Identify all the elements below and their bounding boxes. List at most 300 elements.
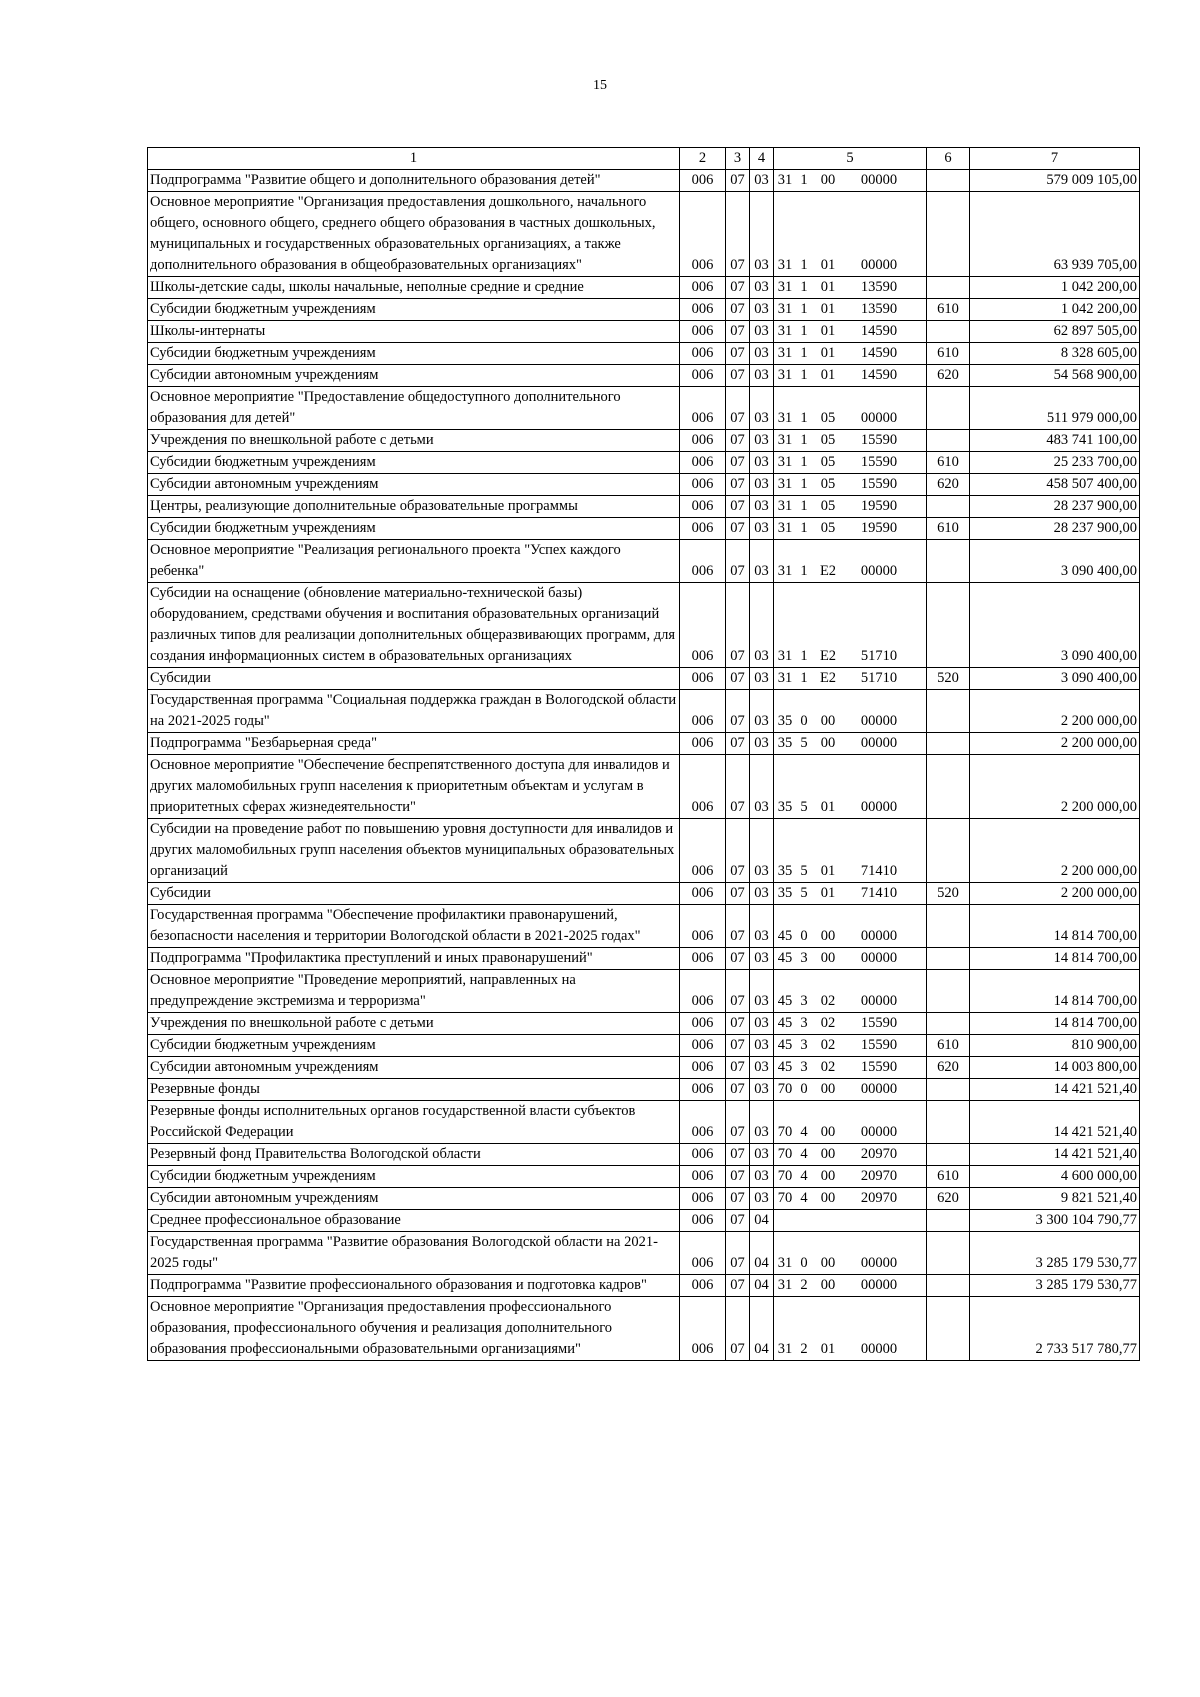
direction-code: 15590	[860, 1015, 898, 1031]
table-row	[148, 474, 1140, 496]
amount: 14 814 700,00	[970, 970, 1140, 1013]
section-code: 07	[726, 452, 750, 474]
expense-type-code	[927, 733, 970, 755]
program-code: 31	[777, 345, 793, 361]
ministry-code: 006	[680, 1079, 726, 1101]
section-code: 07	[726, 430, 750, 452]
row-description: Подпрограмма "Профилактика преступлений и иных правонарушений"	[148, 948, 680, 970]
direction-code: 71410	[860, 863, 898, 879]
direction-code: 15590	[860, 1037, 898, 1053]
event-code: 01	[820, 863, 836, 879]
subsection-code: 03	[750, 819, 774, 883]
event-code: 00	[820, 1277, 836, 1293]
section-code: 07	[726, 1275, 750, 1297]
subprogram-code: 1	[800, 432, 808, 448]
subprogram-code: 2	[800, 1277, 808, 1293]
target-article-code	[774, 1232, 927, 1275]
event-code: 05	[820, 476, 836, 492]
expense-type-code: 610	[927, 452, 970, 474]
subprogram-code: 2	[800, 1341, 808, 1357]
program-code: 31	[777, 1255, 793, 1271]
event-code: 00	[820, 735, 836, 751]
expense-type-code	[927, 1144, 970, 1166]
row-description: Основное мероприятие "Проведение мероприятий, направленных на предупреждение экстремизма и терроризма"	[148, 970, 680, 1013]
direction-code: 00000	[860, 928, 898, 944]
subprogram-code: 1	[800, 476, 808, 492]
amount: 2 200 000,00	[970, 819, 1140, 883]
expense-type-code	[927, 496, 970, 518]
subprogram-code: 3	[800, 1037, 808, 1053]
expense-type-code	[927, 819, 970, 883]
target-article-code	[774, 518, 927, 540]
expense-type-code	[927, 970, 970, 1013]
direction-code: 71410	[860, 885, 898, 901]
section-code: 07	[726, 733, 750, 755]
target-article-code	[774, 321, 927, 343]
program-code: 45	[777, 1015, 793, 1031]
amount: 458 507 400,00	[970, 474, 1140, 496]
expense-type-code	[927, 430, 970, 452]
program-code: 70	[777, 1124, 793, 1140]
section-code: 07	[726, 1297, 750, 1361]
event-code: 01	[820, 885, 836, 901]
subsection-code: 03	[750, 583, 774, 668]
subprogram-code: 3	[800, 993, 808, 1009]
program-code: 31	[777, 323, 793, 339]
table-row	[148, 170, 1140, 192]
expense-type-code	[927, 1210, 970, 1232]
event-code: 05	[820, 520, 836, 536]
row-description: Субсидии на оснащение (обновление материально-технической базы) оборудованием, средствами обучения и воспитания образовательных организаций различных типов для реализации дополнительных общеразвивающих программ, для создания информационных систем в образовательных организациях	[148, 583, 680, 668]
program-code: 45	[777, 950, 793, 966]
program-code: 70	[777, 1081, 793, 1097]
subprogram-code: 1	[800, 563, 808, 579]
expense-type-code: 610	[927, 299, 970, 321]
row-description: Субсидии бюджетным учреждениям	[148, 343, 680, 365]
table-row	[148, 1275, 1140, 1297]
table-row	[148, 1166, 1140, 1188]
ministry-code: 006	[680, 1166, 726, 1188]
table-row	[148, 1210, 1140, 1232]
target-article-code	[774, 1188, 927, 1210]
section-code: 07	[726, 518, 750, 540]
ministry-code: 006	[680, 474, 726, 496]
table-row	[148, 883, 1140, 905]
ministry-code: 006	[680, 690, 726, 733]
ministry-code: 006	[680, 277, 726, 299]
ministry-code: 006	[680, 583, 726, 668]
amount: 14 421 521,40	[970, 1101, 1140, 1144]
direction-code: 15590	[860, 476, 898, 492]
column-header: 3	[726, 148, 750, 170]
amount: 14 814 700,00	[970, 948, 1140, 970]
section-code: 07	[726, 755, 750, 819]
target-article-code	[774, 1166, 927, 1188]
target-article-code	[774, 1275, 927, 1297]
target-article-code	[774, 1079, 927, 1101]
target-article-code	[774, 755, 927, 819]
ministry-code: 006	[680, 1013, 726, 1035]
direction-code: 00000	[860, 950, 898, 966]
amount: 511 979 000,00	[970, 387, 1140, 430]
event-code: E2	[819, 648, 837, 664]
table-row	[148, 1057, 1140, 1079]
table-row	[148, 365, 1140, 387]
expense-type-code: 610	[927, 343, 970, 365]
program-code: 35	[777, 863, 793, 879]
ministry-code: 006	[680, 387, 726, 430]
amount: 3 090 400,00	[970, 540, 1140, 583]
event-code: E2	[819, 670, 837, 686]
event-code: 02	[820, 993, 836, 1009]
amount: 2 733 517 780,77	[970, 1297, 1140, 1361]
section-code: 07	[726, 819, 750, 883]
subprogram-code: 1	[800, 323, 808, 339]
ministry-code: 006	[680, 905, 726, 948]
subprogram-code: 5	[800, 885, 808, 901]
direction-code: 19590	[860, 520, 898, 536]
row-description: Основное мероприятие "Предоставление общедоступного дополнительного образования для детей"	[148, 387, 680, 430]
subprogram-code: 1	[800, 279, 808, 295]
target-article-code	[774, 387, 927, 430]
subprogram-code: 4	[800, 1124, 808, 1140]
subprogram-code: 1	[800, 410, 808, 426]
direction-code: 19590	[860, 498, 898, 514]
amount: 54 568 900,00	[970, 365, 1140, 387]
section-code: 07	[726, 1057, 750, 1079]
row-description: Центры, реализующие дополнительные образовательные программы	[148, 496, 680, 518]
target-article-code	[774, 819, 927, 883]
subsection-code: 03	[750, 518, 774, 540]
row-description: Среднее профессиональное образование	[148, 1210, 680, 1232]
direction-code: 00000	[860, 993, 898, 1009]
table-row	[148, 277, 1140, 299]
amount: 28 237 900,00	[970, 518, 1140, 540]
section-code: 07	[726, 1232, 750, 1275]
program-code: 31	[777, 670, 793, 686]
event-code: 00	[820, 1190, 836, 1206]
subsection-code: 04	[750, 1232, 774, 1275]
section-code: 07	[726, 299, 750, 321]
amount: 1 042 200,00	[970, 299, 1140, 321]
subsection-code: 03	[750, 277, 774, 299]
row-description: Школы-детские сады, школы начальные, неполные средние и средние	[148, 277, 680, 299]
expense-type-code	[927, 1101, 970, 1144]
table-row	[148, 192, 1140, 277]
subprogram-code: 3	[800, 1059, 808, 1075]
column-header: 5	[774, 148, 927, 170]
row-description: Подпрограмма "Развитие профессионального образования и подготовка кадров"	[148, 1275, 680, 1297]
direction-code: 00000	[860, 799, 898, 815]
event-code: 01	[820, 1341, 836, 1357]
ministry-code: 006	[680, 1188, 726, 1210]
expense-type-code	[927, 1275, 970, 1297]
target-article-code	[774, 690, 927, 733]
row-description: Резервные фонды	[148, 1079, 680, 1101]
row-description: Субсидии автономным учреждениям	[148, 1188, 680, 1210]
subprogram-code: 0	[800, 713, 808, 729]
subsection-code: 03	[750, 1057, 774, 1079]
table-row	[148, 1188, 1140, 1210]
amount: 3 300 104 790,77	[970, 1210, 1140, 1232]
section-code: 07	[726, 1144, 750, 1166]
amount: 62 897 505,00	[970, 321, 1140, 343]
section-code: 07	[726, 1079, 750, 1101]
target-article-code	[774, 1297, 927, 1361]
event-code: 05	[820, 498, 836, 514]
table-row	[148, 540, 1140, 583]
subprogram-code: 4	[800, 1146, 808, 1162]
subprogram-code: 4	[800, 1168, 808, 1184]
section-code: 07	[726, 690, 750, 733]
expense-type-code	[927, 192, 970, 277]
table-row	[148, 583, 1140, 668]
direction-code: 15590	[860, 1059, 898, 1075]
table-row	[148, 299, 1140, 321]
section-code: 07	[726, 1101, 750, 1144]
target-article-code	[774, 452, 927, 474]
program-code: 31	[777, 257, 793, 273]
event-code: 05	[820, 410, 836, 426]
direction-code: 00000	[860, 257, 898, 273]
row-description: Резервный фонд Правительства Вологодской области	[148, 1144, 680, 1166]
subprogram-code: 5	[800, 863, 808, 879]
subprogram-code: 3	[800, 1015, 808, 1031]
table-row	[148, 733, 1140, 755]
amount: 579 009 105,00	[970, 170, 1140, 192]
section-code: 07	[726, 948, 750, 970]
target-article-code	[774, 343, 927, 365]
subprogram-code: 1	[800, 345, 808, 361]
section-code: 07	[726, 970, 750, 1013]
program-code: 31	[777, 301, 793, 317]
target-article-code	[774, 733, 927, 755]
table-row	[148, 496, 1140, 518]
row-description: Субсидии	[148, 883, 680, 905]
expense-type-code: 610	[927, 1035, 970, 1057]
subprogram-code: 0	[800, 1081, 808, 1097]
subprogram-code: 1	[800, 648, 808, 664]
subsection-code: 03	[750, 540, 774, 583]
section-code: 07	[726, 668, 750, 690]
table-row	[148, 755, 1140, 819]
ministry-code: 006	[680, 321, 726, 343]
subprogram-code: 1	[800, 670, 808, 686]
ministry-code: 006	[680, 733, 726, 755]
table-row	[148, 1101, 1140, 1144]
table-row	[148, 387, 1140, 430]
expense-type-code	[927, 321, 970, 343]
subsection-code: 03	[750, 299, 774, 321]
ministry-code: 006	[680, 755, 726, 819]
ministry-code: 006	[680, 1101, 726, 1144]
ministry-code: 006	[680, 1210, 726, 1232]
subsection-code: 03	[750, 365, 774, 387]
event-code: 00	[820, 172, 836, 188]
column-header: 7	[970, 148, 1140, 170]
row-description: Государственная программа "Развитие образования Вологодской области на 2021-2025 годы"	[148, 1232, 680, 1275]
subsection-code: 03	[750, 321, 774, 343]
event-code: 05	[820, 432, 836, 448]
expense-type-code	[927, 1297, 970, 1361]
program-code: 45	[777, 1059, 793, 1075]
row-description: Субсидии бюджетным учреждениям	[148, 452, 680, 474]
target-article-code	[774, 1057, 927, 1079]
program-code: 45	[777, 928, 793, 944]
program-code: 31	[777, 520, 793, 536]
event-code: 01	[820, 301, 836, 317]
subsection-code: 03	[750, 192, 774, 277]
expense-type-code	[927, 583, 970, 668]
table-row	[148, 452, 1140, 474]
subsection-code: 03	[750, 1035, 774, 1057]
subsection-code: 03	[750, 387, 774, 430]
event-code: 00	[820, 1146, 836, 1162]
subprogram-code: 1	[800, 520, 808, 536]
direction-code: 51710	[860, 648, 898, 664]
ministry-code: 006	[680, 299, 726, 321]
target-article-code	[774, 1013, 927, 1035]
table-row	[148, 1297, 1140, 1361]
direction-code: 00000	[860, 735, 898, 751]
amount: 810 900,00	[970, 1035, 1140, 1057]
amount: 28 237 900,00	[970, 496, 1140, 518]
event-code: 01	[820, 367, 836, 383]
section-code: 07	[726, 365, 750, 387]
amount: 483 741 100,00	[970, 430, 1140, 452]
ministry-code: 006	[680, 1297, 726, 1361]
row-description: Государственная программа "Социальная поддержка граждан в Вологодской области на 2021-2025 годы"	[148, 690, 680, 733]
program-code: 35	[777, 713, 793, 729]
row-description: Основное мероприятие "Организация предоставления профессионального образования, профессионального обучения и реализация дополнительного образования профессиональными образовательными организациями"	[148, 1297, 680, 1361]
subsection-code: 03	[750, 474, 774, 496]
event-code: 00	[820, 1124, 836, 1140]
row-description: Подпрограмма "Развитие общего и дополнительного образования детей"	[148, 170, 680, 192]
program-code: 31	[777, 432, 793, 448]
subsection-code: 03	[750, 755, 774, 819]
table-row	[148, 518, 1140, 540]
program-code: 31	[777, 279, 793, 295]
row-description: Субсидии автономным учреждениям	[148, 474, 680, 496]
section-code: 07	[726, 1166, 750, 1188]
ministry-code: 006	[680, 496, 726, 518]
table-row	[148, 1035, 1140, 1057]
program-code: 31	[777, 1277, 793, 1293]
program-code: 31	[777, 1341, 793, 1357]
row-description: Субсидии бюджетным учреждениям	[148, 518, 680, 540]
subprogram-code: 1	[800, 172, 808, 188]
row-description: Основное мероприятие "Организация предоставления дошкольного, начального общего, основного общего, среднего общего образования в частных дошкольных, муниципальных и государственных образовательных организациях, а также дополнительного образования в общеобразовательных организациях"	[148, 192, 680, 277]
table-row	[148, 343, 1140, 365]
ministry-code: 006	[680, 1232, 726, 1275]
table-row	[148, 1079, 1140, 1101]
event-code: 01	[820, 257, 836, 273]
subsection-code: 03	[750, 1188, 774, 1210]
program-code: 31	[777, 454, 793, 470]
table-row	[148, 970, 1140, 1013]
section-code: 07	[726, 170, 750, 192]
row-description: Учреждения по внешкольной работе с детьми	[148, 430, 680, 452]
column-header: 2	[680, 148, 726, 170]
subprogram-code: 1	[800, 367, 808, 383]
target-article-code	[774, 496, 927, 518]
amount: 1 042 200,00	[970, 277, 1140, 299]
expense-type-code	[927, 948, 970, 970]
expense-type-code	[927, 387, 970, 430]
event-code: 01	[820, 799, 836, 815]
target-article-code	[774, 1035, 927, 1057]
section-code: 07	[726, 277, 750, 299]
program-code: 31	[777, 563, 793, 579]
expense-type-code	[927, 1079, 970, 1101]
row-description: Субсидии бюджетным учреждениям	[148, 1035, 680, 1057]
column-header-row	[148, 148, 1140, 170]
table-row	[148, 690, 1140, 733]
target-article-code	[774, 474, 927, 496]
section-code: 07	[726, 883, 750, 905]
row-description: Подпрограмма "Безбарьерная среда"	[148, 733, 680, 755]
direction-code: 20970	[860, 1190, 898, 1206]
amount: 14 003 800,00	[970, 1057, 1140, 1079]
section-code: 07	[726, 192, 750, 277]
direction-code: 15590	[860, 454, 898, 470]
event-code: E2	[819, 563, 837, 579]
event-code: 05	[820, 454, 836, 470]
ministry-code: 006	[680, 540, 726, 583]
target-article-code	[774, 540, 927, 583]
expense-type-code: 620	[927, 365, 970, 387]
program-code: 35	[777, 799, 793, 815]
direction-code: 00000	[860, 1277, 898, 1293]
amount: 63 939 705,00	[970, 192, 1140, 277]
section-code: 07	[726, 1188, 750, 1210]
ministry-code: 006	[680, 1144, 726, 1166]
table-row	[148, 321, 1140, 343]
row-description: Субсидии	[148, 668, 680, 690]
amount: 14 421 521,40	[970, 1079, 1140, 1101]
target-article-code	[774, 1210, 927, 1232]
subsection-code: 03	[750, 430, 774, 452]
section-code: 07	[726, 905, 750, 948]
ministry-code: 006	[680, 452, 726, 474]
target-article-code	[774, 299, 927, 321]
program-code: 31	[777, 367, 793, 383]
row-description: Субсидии на проведение работ по повышению уровня доступности для инвалидов и других маломобильных групп населения объектов муниципальных образовательных организаций	[148, 819, 680, 883]
row-description: Школы-интернаты	[148, 321, 680, 343]
section-code: 07	[726, 474, 750, 496]
amount: 9 821 521,40	[970, 1188, 1140, 1210]
program-code: 45	[777, 1037, 793, 1053]
subsection-code: 03	[750, 496, 774, 518]
subsection-code: 03	[750, 733, 774, 755]
expense-type-code	[927, 905, 970, 948]
ministry-code: 006	[680, 170, 726, 192]
direction-code: 00000	[860, 1081, 898, 1097]
amount: 2 200 000,00	[970, 733, 1140, 755]
program-code: 31	[777, 498, 793, 514]
target-article-code	[774, 583, 927, 668]
row-description: Субсидии автономным учреждениям	[148, 1057, 680, 1079]
target-article-code	[774, 1144, 927, 1166]
amount: 14 814 700,00	[970, 905, 1140, 948]
subprogram-code: 0	[800, 928, 808, 944]
program-code: 70	[777, 1146, 793, 1162]
amount: 3 090 400,00	[970, 668, 1140, 690]
section-code: 07	[726, 496, 750, 518]
row-description: Учреждения по внешкольной работе с детьми	[148, 1013, 680, 1035]
column-header: 1	[148, 148, 680, 170]
table-row	[148, 948, 1140, 970]
